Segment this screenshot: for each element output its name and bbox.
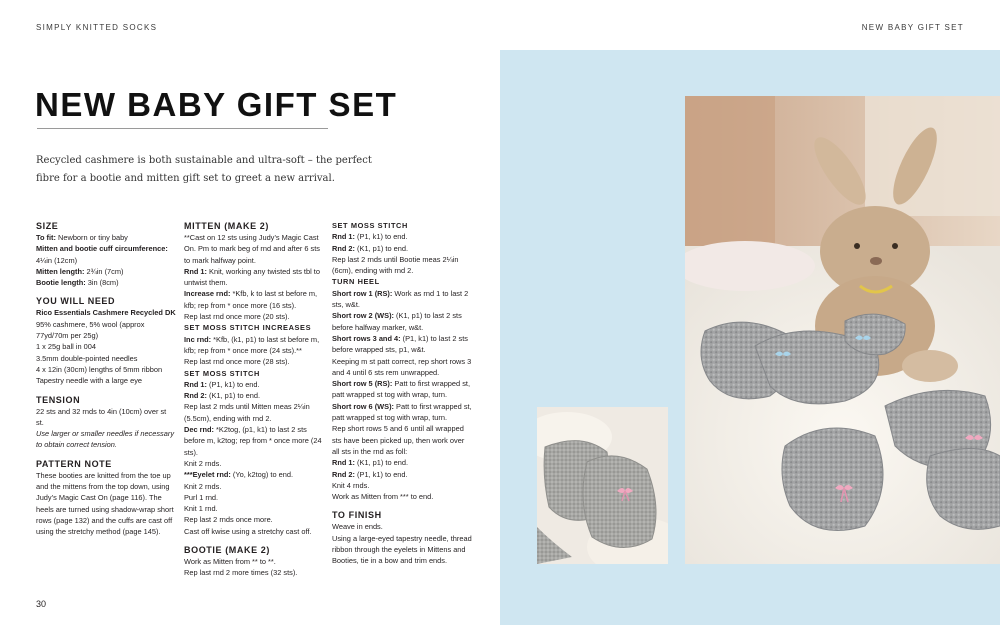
moss-mitten-rnd1-label: Rnd 1: [184,379,207,389]
moss-mitten-purl: Purl 1 rnd. [184,492,219,502]
mitten-increase [184,288,324,311]
heel-sr5-text: Patt to first wrapped st, patt wrapped st tog with wrap, turn. [332,379,470,400]
heel-rnd1-label: Rnd 1: [332,458,355,468]
moss-mitten-heading: SET MOSS STITCH [184,368,260,378]
heel-keep: Keeping m st patt correct, rep short rows 3 and 4 until 6 sts rem unwrapped. [332,356,472,377]
heel-sr6-text: Patt to first wrapped st, patt wrapped st tog with wrap, turn. [332,401,472,423]
moss-inc-text: *Kfb, (k1, p1) to last st before m, kfb; rep from * once more (24 sts).** [184,334,320,355]
eyelet-text: (Yo, k2tog) to end. [230,470,294,480]
moss-bootie-rnd1-label: Rnd 1: [332,232,355,242]
moss-mitten-rnd1-text: (P1, k1) to end. [207,379,260,389]
heel-sr2-label: Short row 2 (WS): [332,311,394,321]
column-1 [36,220,176,545]
bootie-closeup-photo [537,407,668,564]
moss-bootie-rnd1 [332,231,472,242]
moss-mitten-dec [184,424,324,458]
moss-bootie-rnd2-label: Rnd 2: [332,243,355,253]
running-header-right: NEW BABY GIFT SET [861,23,964,32]
heel-sr2 [332,310,472,333]
page-title: NEW BABY GIFT SET [35,86,398,123]
column-2 [184,220,324,579]
size-section [36,220,176,288]
moss-mitten-rnd2-label: Rnd 2: [184,391,207,401]
heel-sr6-label: Short row 6 (WS): [332,401,394,411]
mitten-heading: MITTEN (MAKE 2) [184,221,269,231]
moss-mitten-dec-text: *K2tog, (p1, k1) to last 2 sts before m, k2tog; rep from * once more (24 sts). [184,425,322,457]
bootie-heading: BOOTIE (MAKE 2) [184,545,271,556]
gift-set-illustration [685,96,1000,564]
you-will-need-section [36,295,176,386]
running-header-left: SIMPLY KNITTED SOCKS [36,23,158,32]
finish-heading: TO FINISH [332,510,382,521]
ball-line: 1 x 25g ball in 004 [36,342,96,352]
mitten-rnd1-label: Rnd 1: [184,266,207,276]
moss-mitten-eyelet [184,469,324,480]
moss-inc-heading: SET MOSS STITCH INCREASES [184,323,312,333]
moss-mitten-rep: Rep last 2 rnds until Mitten meas 2¼in (5.5cm), ending with rnd 2. [184,402,310,423]
heel-sr1 [332,288,472,311]
heel-sr2-text: (K1, p1) to last 2 sts before halfway marker, w&t. [332,311,462,332]
bootie-closeup-illustration [537,407,668,564]
heel-work: Work as Mitten from *** to end. [332,492,434,502]
yarn-name: Rico Essentials Cashmere Recycled DK [36,308,176,318]
heel-rep: Rep short rows 5 and 6 until all wrapped sts have been picked up, then work over all sts in the rnd as foll: [332,424,465,456]
mitten-length-line [36,266,176,277]
bootie-length-value: 3in (8cm) [85,278,119,288]
you-will-need-heading: YOU WILL NEED [36,296,116,307]
mitten-rnd1-text: Knit, working any twisted sts tbl to untwist them. [184,266,320,288]
moss-mitten-dec-label: Dec rnd: [184,425,214,435]
moss-bootie-rnd2 [332,243,472,254]
heel-sr1-text: Work as rnd 1 to last 2 sts, w&t. [332,288,469,310]
mitten-increase-text: *Kfb, k to last st before m, kfb; rep from * once more (16 sts). [184,289,318,310]
mitten-length-value: 2¾in (7cm) [84,266,124,276]
heel-rnd2-label: Rnd 2: [332,469,355,479]
moss-mitten-knit2: Knit 2 rnds. [184,458,222,468]
mitten-increase-label: Increase rnd: [184,289,231,299]
mitten-rnd1 [184,266,324,289]
heel-knit4: Knit 4 rnds. [332,480,370,490]
size-heading: SIZE [36,221,59,231]
moss-mitten-knit2b: Knit 2 rnds. [184,481,222,491]
bootie-length-line [36,277,176,288]
mitten-rep: Rep last rnd once more (20 sts). [184,312,290,322]
bootie-rep: Rep last rnd 2 more times (32 sts). [184,568,298,578]
pattern-note-section [36,458,176,538]
bootie-length-label: Bootie length: [36,278,86,288]
heel-sr34-label: Short rows 3 and 4: [332,333,401,343]
tapestry-line: Tapestry needle with a large eye [36,376,142,386]
moss-inc-label: Inc rnd: [184,334,212,344]
tension-section [36,394,176,451]
finish-weave: Weave in ends. [332,522,383,532]
moss-inc-rnd [184,334,324,357]
cuff-line [36,243,176,266]
moss-mitten-rnd1 [184,379,324,390]
to-fit-value: Newborn or tiny baby [55,233,128,242]
heel-sr34 [332,333,472,356]
tension-heading: TENSION [36,394,81,405]
heel-rnd1 [332,457,472,468]
tension-text: 22 sts and 32 rnds to 4in (10cm) over st st. [36,406,167,427]
to-fit-label: To fit: [36,233,56,242]
column-3 [332,220,472,567]
cuff-label: Mitten and bootie cuff circumference: [36,244,168,254]
heel-sr5-label: Short row 5 (RS): [332,379,393,389]
heel-rnd1-text: (K1, p1) to end. [355,458,408,468]
moss-mitten-castoff: Cast off kwise using a stretchy cast off. [184,526,312,536]
moss-bootie-heading: SET MOSS STITCH [332,221,408,230]
gift-set-main-photo [685,96,1000,564]
title-rule [37,128,328,129]
heel-rnd2 [332,469,472,480]
mitten-cast-on: **Cast on 12 sts using Judy’s Magic Cast On. Pm to mark beg of rnd and after 6 sts to mark halfway point. [184,233,320,265]
cuff-value: 4¼in (12cm) [36,255,78,265]
moss-inc-rep: Rep last rnd once more (28 sts). [184,357,290,367]
moss-bootie-rnd2-text: (K1, p1) to end. [355,243,408,253]
tension-note: Use larger or smaller needles if necessary to obtain correct tension. [36,429,175,450]
yarn-line [36,307,176,341]
pattern-note-text: These booties are knitted from the toe up and the mittens from the top down, using Judy’s Magic Cast On (page 116). The heels are turned using shadow-wrap short rows (page 132) and the cuffs are cast off using the stretchy method (page 145). [36,470,174,537]
heel-sr1-label: Short row 1 (RS): [332,288,393,298]
bootie-work: Work as Mitten from ** to **. [184,557,276,567]
moss-mitten-rnd2-text: (K1, p1) to end. [207,391,260,401]
heel-sr34-text: (P1, k1) to last 2 sts before wrapped sts, p1, w&t. [332,333,468,355]
moss-bootie-rep: Rep last 2 rnds until Bootie meas 2¼in (6cm), ending with rnd 2. [332,254,459,276]
eyelet-label: ***Eyelet rnd: [184,470,231,480]
heel-sr5 [332,378,472,401]
needles-line: 3.5mm double-pointed needles [36,353,138,363]
page-number: 30 [36,599,47,609]
moss-mitten-knit1: Knit 1 rnd. [184,504,218,514]
finish-text: Using a large-eyed tapestry needle, thread ribbon through the eyelets in Mittens and Booties, tie in a bow and trim ends. [332,533,472,566]
heel-sr6 [332,401,472,424]
moss-mitten-rep2: Rep last 2 rnds once more. [184,515,273,525]
intro-text: Recycled cashmere is both sustainable and ultra-soft – the perfect fibre for a bootie and mitten gift set to greet a new arrival. [36,155,372,184]
to-fit-line [36,232,176,243]
heel-heading: TURN HEEL [332,277,380,287]
moss-mitten-rnd2 [184,390,324,401]
ribbon-line: 4 x 12in (30cm) lengths of 5mm ribbon [36,364,163,374]
mitten-length-label: Mitten length: [36,266,85,276]
pattern-note-heading: PATTERN NOTE [36,458,112,469]
heel-rnd2-text: (P1, k1) to end. [355,469,408,479]
yarn-desc: 95% cashmere, 5% wool (approx 77yd/70m per 25g) [36,319,145,341]
moss-bootie-rnd1-text: (P1, k1) to end. [355,232,408,242]
